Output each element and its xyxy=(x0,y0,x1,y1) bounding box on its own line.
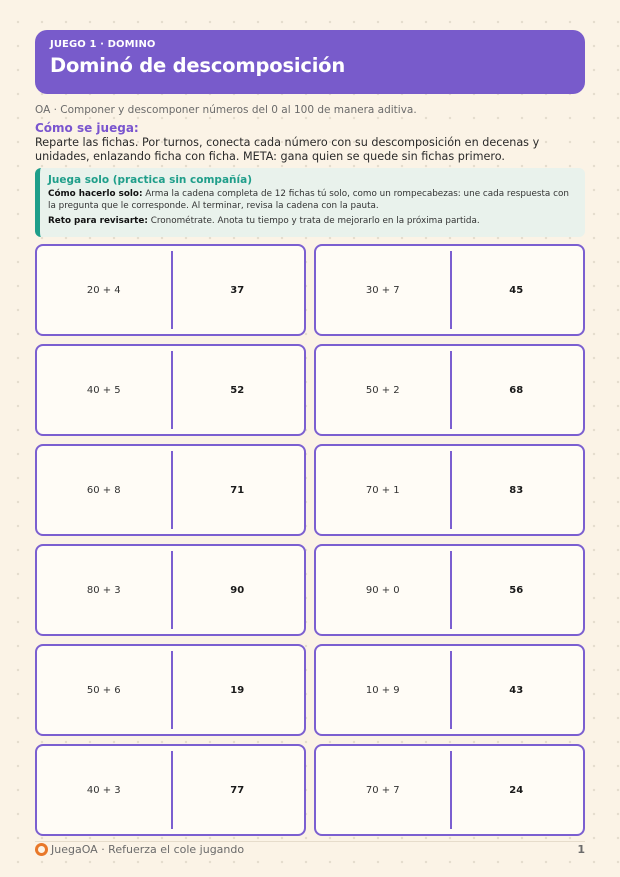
footer-divider xyxy=(35,841,585,842)
tile-expression: 70 + 1 xyxy=(365,484,400,496)
tile-expression: 70 + 7 xyxy=(365,784,400,796)
domino-tile[interactable] xyxy=(35,744,306,836)
game-header xyxy=(35,30,585,94)
solo-challenge-paragraph xyxy=(48,215,575,227)
tile-expression: 60 + 8 xyxy=(86,484,121,496)
domino-tile[interactable] xyxy=(35,244,306,336)
tile-number: 71 xyxy=(230,484,245,496)
tile-expression: 30 + 7 xyxy=(365,284,400,296)
solo-title: Juega solo (practica sin compañía) xyxy=(48,174,252,186)
footer-brand: JuegaOA · Refuerza el cole jugando xyxy=(51,843,245,856)
tile-expression: 10 + 9 xyxy=(365,684,400,696)
tile-number: 56 xyxy=(509,584,524,596)
tile-number: 77 xyxy=(230,784,245,796)
tile-number: 68 xyxy=(509,384,524,396)
domino-tile[interactable] xyxy=(35,644,306,736)
tile-number: 43 xyxy=(509,684,524,696)
how-to-play-title: Cómo se juega: xyxy=(35,121,139,135)
tile-number: 45 xyxy=(509,284,524,296)
tile-number: 19 xyxy=(230,684,245,696)
tile-number: 90 xyxy=(230,584,245,596)
tile-number: 37 xyxy=(230,284,245,296)
domino-tile[interactable] xyxy=(314,644,585,736)
tile-expression: 50 + 2 xyxy=(365,384,400,396)
solo-how-label: Cómo hacerlo solo: xyxy=(48,189,143,199)
learning-objective: OA · Componer y descomponer números del 0 al 100 de manera aditiva. xyxy=(35,104,417,116)
tile-expression: 20 + 4 xyxy=(86,284,121,296)
page-number: 1 xyxy=(577,843,585,856)
solo-challenge-text: Cronométrate. Anota tu tiempo y trata de mejorarlo en la próxima partida. xyxy=(150,216,480,226)
brand-logo-icon xyxy=(35,843,48,856)
tile-expression: 40 + 5 xyxy=(86,384,121,396)
tile-number: 24 xyxy=(509,784,524,796)
tile-number: 52 xyxy=(230,384,245,396)
domino-tile[interactable] xyxy=(314,444,585,536)
tile-expression: 90 + 0 xyxy=(365,584,400,596)
solo-challenge-label: Reto para revisarte: xyxy=(48,216,148,226)
domino-tile[interactable] xyxy=(314,744,585,836)
how-to-play-text: Reparte las fichas. Por turnos, conecta cada número con su descomposición en decenas y unidades, enlazando ficha con ficha. META: gana quien se quede sin fichas primero. xyxy=(35,136,540,163)
tile-number: 83 xyxy=(509,484,524,496)
tile-expression: 40 + 3 xyxy=(86,784,121,796)
game-kicker: JUEGO 1 · DOMINO xyxy=(50,39,156,50)
domino-tile[interactable] xyxy=(35,344,306,436)
domino-tile[interactable] xyxy=(314,244,585,336)
solo-how-text: Arma la cadena completa de 12 fichas tú solo, como un rompecabezas: une cada respuesta con la pregunta que le corresponde. Al terminar, revisa la cadena con la pauta. xyxy=(48,189,569,211)
page-title: Dominó de descomposición xyxy=(50,54,346,77)
domino-tile[interactable] xyxy=(35,444,306,536)
tile-expression: 80 + 3 xyxy=(86,584,121,596)
domino-tile[interactable] xyxy=(314,344,585,436)
solo-play-box xyxy=(35,168,585,237)
domino-tile[interactable] xyxy=(35,544,306,636)
domino-tile[interactable] xyxy=(314,544,585,636)
solo-how-paragraph xyxy=(48,188,575,212)
tile-expression: 50 + 6 xyxy=(86,684,121,696)
